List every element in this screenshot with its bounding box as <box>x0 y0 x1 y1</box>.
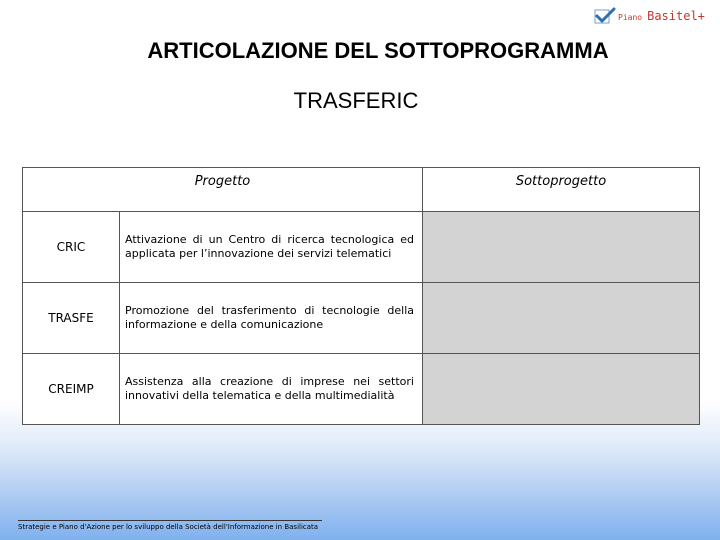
row-code: CRIC <box>22 211 120 283</box>
checkmark-icon <box>594 7 616 25</box>
page-title: ARTICOLAZIONE DEL SOTTOPROGRAMMA <box>147 38 609 63</box>
basitel-logo <box>594 6 705 26</box>
row-sottoprogetto-cell <box>422 353 700 425</box>
row-description: Promozione del trasferimento di tecnologie della informazione e della comunicazione <box>119 282 423 354</box>
page-subtitle: TRASFERIC <box>293 88 419 113</box>
logo-brand-text: Basitel+ <box>647 9 705 23</box>
row-sottoprogetto-cell <box>422 282 700 354</box>
row-code: TRASFE <box>22 282 120 354</box>
header-progetto: Progetto <box>22 167 423 212</box>
footer-divider <box>18 520 322 521</box>
project-table <box>22 167 700 425</box>
header-sottoprogetto: Sottoprogetto <box>422 167 700 212</box>
row-sottoprogetto-cell <box>422 211 700 283</box>
row-description: Attivazione di un Centro di ricerca tecnologica ed applicata per l’innovazione dei servizi telematici <box>119 211 423 283</box>
row-code: CREIMP <box>22 353 120 425</box>
logo-small-text: Piano <box>618 13 643 22</box>
row-description: Assistenza alla creazione di imprese nei settori innovativi della telematica e della multimedialità <box>119 353 423 425</box>
footer-text: Strategie e Piano d'Azione per lo sviluppo della Società dell'Informazione in Basilicata <box>18 523 319 531</box>
